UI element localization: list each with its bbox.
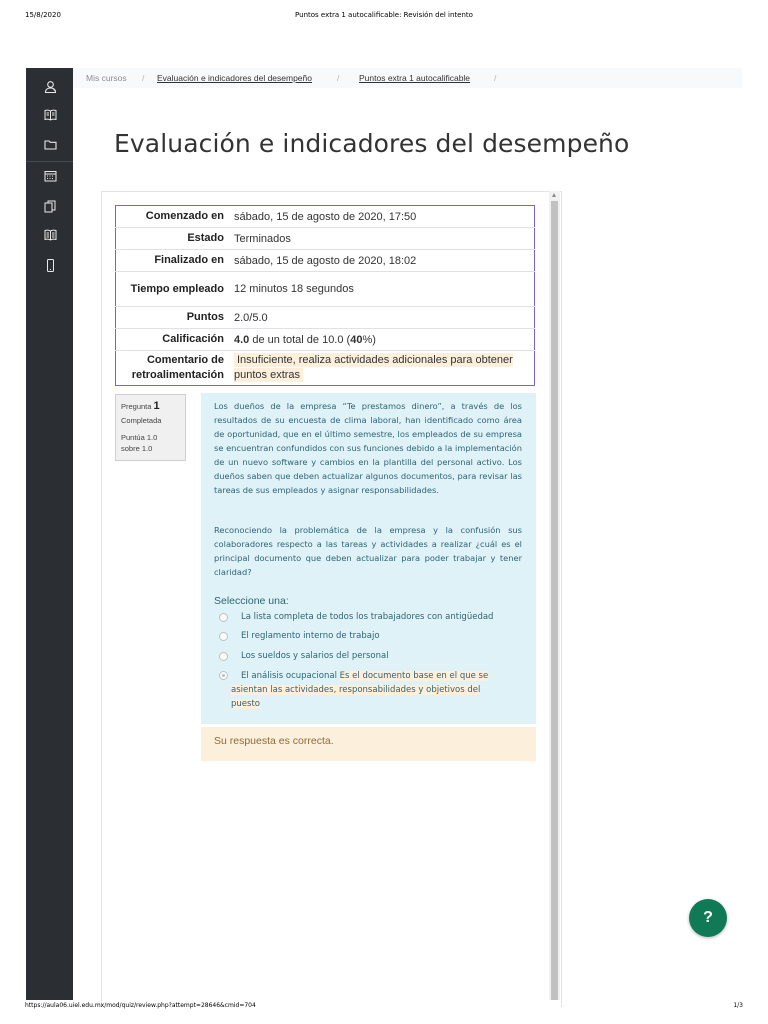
breadcrumb-course[interactable]: Evaluación e indicadores del desempeño <box>157 73 312 83</box>
calendar-icon[interactable] <box>43 169 57 183</box>
breadcrumb-my-courses[interactable]: Mis cursos <box>86 73 127 83</box>
summary-label: Comenzado en <box>145 210 224 222</box>
summary-value: sábado, 15 de agosto de 2020, 17:50 <box>234 210 417 223</box>
radio-button[interactable] <box>219 613 228 622</box>
scroll-up-arrow-icon[interactable] <box>552 193 556 197</box>
summary-label: Puntos <box>116 307 230 329</box>
table-row <box>116 250 535 272</box>
print-page-number: 1/3 <box>733 1002 743 1009</box>
table-row <box>116 329 535 351</box>
question-mark <box>121 432 157 454</box>
mark-line-2: sobre 1.0 <box>121 444 153 453</box>
breadcrumb-separator: / <box>142 73 145 83</box>
radio-button[interactable] <box>219 632 228 641</box>
feedback-comment-text: Insuficiente, realiza actividades adicionales para obtener puntos extras <box>234 354 513 381</box>
question-label: Pregunta <box>121 402 152 411</box>
breadcrumb-separator: / <box>494 73 497 83</box>
answer-outcome <box>201 727 536 761</box>
table-row <box>116 272 535 307</box>
question-text-paragraph: Reconociendo la problemática de la empresa y la confusión sus colaboradores respecto a las tareas y actividades a realizar ¿cuál es el principal documento que deben actualizar para poder trabajar y tener claridad? <box>214 525 522 577</box>
help-button[interactable]: ? <box>689 899 727 937</box>
grade-score: 4.0 <box>234 333 250 346</box>
scroll-thumb[interactable] <box>551 201 558 1000</box>
copy-icon[interactable] <box>43 199 57 213</box>
book-icon[interactable] <box>43 108 57 122</box>
folder-icon[interactable] <box>43 137 57 151</box>
breadcrumb-quiz[interactable]: Puntos extra 1 autocalificable <box>359 73 471 83</box>
summary-value: Terminados <box>229 228 535 250</box>
sidebar <box>26 68 73 1000</box>
table-row <box>116 351 535 386</box>
mark-line-1: Puntúa 1.0 <box>121 433 158 442</box>
radio-button-selected[interactable] <box>219 671 228 680</box>
print-title: Puntos extra 1 autocalificable: Revisión del intento <box>295 11 473 19</box>
summary-label: Tiempo empleado <box>116 272 230 307</box>
table-row <box>116 206 535 228</box>
grade-percent: 40 <box>350 333 363 346</box>
specific-feedback: Es el documento base en el que se asientan las actividades, responsabilidades y objetivos del puesto <box>231 671 489 709</box>
outcome-text: Su respuesta es correcta. <box>214 735 334 747</box>
summary-value: 12 minutos 18 segundos <box>229 272 535 307</box>
breadcrumb <box>73 68 742 88</box>
question-text-paragraph: Los dueños de la empresa “Te prestamos dinero”, a través de los resultados de su encuesta de clima laboral, han identificado como área de oportunidad, que en el último semestre, los empleados de su empresa se encuentran confundidos con sus funciones debido a la implementación de un nuevo software y cambios en la plantilla del personal activo. Los dueños saben que deben actualizar algunos documentos, para revisar las tareas de sus empleados y asignar responsabilidades. <box>214 401 522 495</box>
book-open-icon[interactable] <box>43 228 57 242</box>
grade-percent-suffix: %) <box>362 333 376 346</box>
question-state: Completada <box>121 416 162 425</box>
summary-value: sábado, 15 de agosto de 2020, 18:02 <box>229 250 535 272</box>
answer-option-label[interactable]: Los sueldos y salarios del personal <box>241 651 389 661</box>
answer-option-label[interactable]: El análisis ocupacional <box>241 671 337 681</box>
feedback-comment <box>229 351 535 386</box>
summary-label: Comentario de retroalimentación <box>116 351 230 386</box>
mobile-icon[interactable] <box>43 258 57 272</box>
summary-label: Calificación <box>116 329 230 351</box>
grade-total: de un total de 10.0 ( <box>249 333 351 346</box>
user-icon[interactable] <box>43 79 57 93</box>
question-number-value: 1 <box>153 400 160 412</box>
summary-label: Finalizado en <box>116 250 230 272</box>
grade-value <box>229 329 535 351</box>
answer-option-label[interactable]: La lista completa de todos los trabajadores con antigüedad <box>241 612 494 622</box>
radio-button[interactable] <box>219 652 228 661</box>
breadcrumb-separator: / <box>337 73 340 83</box>
question-info <box>115 394 186 461</box>
scrollbar[interactable] <box>549 191 560 1000</box>
answer-prompt: Seleccione una: <box>214 595 289 607</box>
table-row <box>116 228 535 250</box>
answer-option-label[interactable]: El reglamento interno de trabajo <box>241 631 380 641</box>
question-number <box>121 400 160 412</box>
print-date: 15/8/2020 <box>25 11 61 19</box>
print-url: https://aula06.uiel.edu.mx/mod/quiz/review.php?attempt=28646&cmid=704 <box>25 1002 256 1009</box>
selected-answer-with-feedback <box>231 669 503 711</box>
sidebar-divider <box>26 161 73 162</box>
attempt-summary-table <box>115 205 535 386</box>
summary-value: 2.0/5.0 <box>229 307 535 329</box>
table-row <box>116 307 535 329</box>
question-content <box>201 393 536 724</box>
summary-label: Estado <box>116 228 230 250</box>
page-title: Evaluación e indicadores del desempeño <box>114 129 630 158</box>
